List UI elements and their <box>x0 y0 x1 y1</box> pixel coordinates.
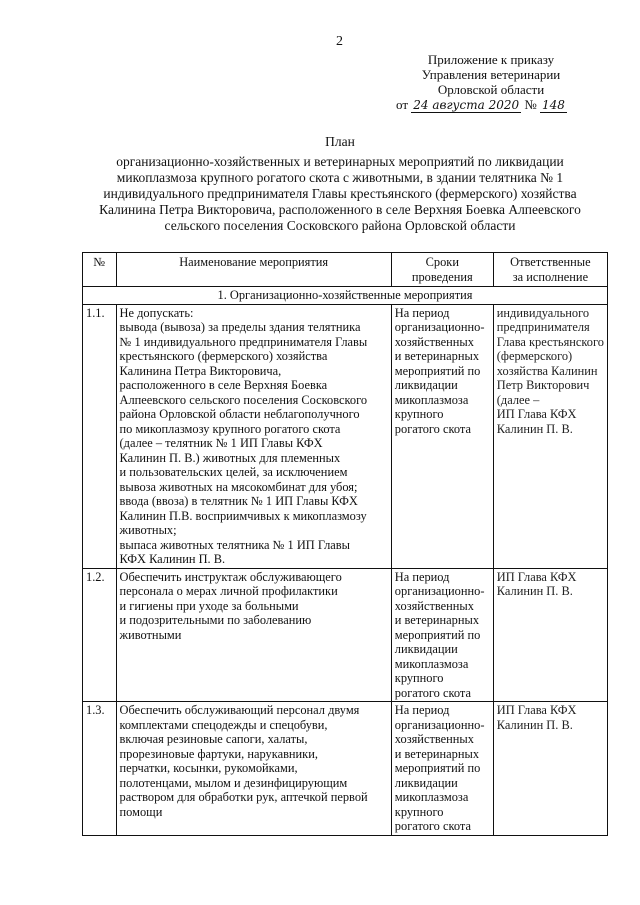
row-name-line: района Орловской области неблагополучного <box>119 407 360 421</box>
order-prefix: от <box>396 97 409 112</box>
header-num: № <box>83 253 117 287</box>
row-term-line: рогатого скота <box>394 421 471 436</box>
row-responsible-line: хозяйства Калинин <box>496 363 598 378</box>
appendix-line: Орловской области <box>437 82 545 97</box>
row-term-line: крупного <box>394 407 444 421</box>
row-name-line: Калинин П. В.) животных для племенных <box>119 450 341 465</box>
row-name <box>116 304 391 568</box>
row-name-line: (далее – телятник № 1 ИП Главы КФХ <box>119 436 323 450</box>
row-term-line: микоплазмоза <box>394 392 469 407</box>
row-name-line: Калинина Петра Викторовича, <box>119 363 282 378</box>
row-term-line: хозяйственных <box>394 334 474 349</box>
header-resp-line: за исполнение <box>512 269 589 284</box>
row-responsible <box>493 702 607 836</box>
row-name-line: № 1 индивидуального предпринимателя Главы <box>119 334 368 349</box>
row-responsible-line: (далее – <box>496 392 540 407</box>
row-term-line: На период <box>394 305 450 320</box>
row-name-line: расположенного в селе Верхняя Боевка <box>119 378 328 392</box>
table-row <box>83 304 608 568</box>
row-name-line: Не допускать: <box>119 305 194 320</box>
row-responsible-line: Калинин П. В. <box>496 717 573 732</box>
order-number: 148 <box>542 98 565 112</box>
row-name-line: и подозрительными по заболеванию <box>119 613 312 627</box>
row-name-line: крестьянского (фермерского) хозяйства <box>119 349 328 363</box>
row-name-line: животными <box>119 627 182 642</box>
document-title <box>80 134 600 234</box>
row-responsible-line: (фермерского) <box>496 349 573 363</box>
row-name-line: персонала о мерах личной профилактики <box>119 584 338 598</box>
appendix-line: Управления ветеринарии <box>421 67 561 82</box>
row-responsible-line: ИП Глава КФХ <box>496 703 577 717</box>
order-no-label: № <box>524 97 537 112</box>
row-responsible-line: Петр Викторович <box>496 378 590 392</box>
row-name-line: Алпеевского сельского поселения Сосковского <box>119 392 368 407</box>
title-plan: План <box>325 134 355 149</box>
row-name-line: раствором для обработки рук, аптечкой первой <box>119 790 368 804</box>
title-line: сельского поселения Сосковского района Орловской области <box>164 218 516 233</box>
row-term <box>391 702 493 836</box>
row-name-line: и пользовательских целей, за исключением <box>119 465 348 479</box>
row-responsible-line: ИП Глава КФХ <box>496 569 577 584</box>
row-number: 1.3. <box>83 702 117 836</box>
row-name-line: Обеспечить инструктаж обслуживающего <box>119 569 342 584</box>
row-term-line: ликвидации <box>394 775 458 790</box>
row-name-line: прорезиновые фартуки, нарукавники, <box>119 746 318 761</box>
header-resp <box>493 253 607 287</box>
row-responsible-line: ИП Глава КФХ <box>496 407 577 421</box>
row-name-line: вывоза животных на мясокомбинат для убоя; <box>119 479 358 494</box>
row-term-line: организационно- <box>394 584 485 598</box>
header-term-line: Сроки <box>425 255 459 269</box>
row-term-line: рогатого скота <box>394 819 471 833</box>
row-term-line: На период <box>394 569 450 584</box>
table-header-row <box>83 253 608 287</box>
row-term-line: и ветеринарных <box>394 746 480 761</box>
title-line: организационно-хозяйственных и ветеринарных мероприятий по ликвидации <box>116 154 564 169</box>
header-name: Наименование мероприятия <box>116 253 391 287</box>
title-line: индивидуального предпринимателя Главы крестьянского (фермерского) хозяйства <box>103 186 577 201</box>
row-term-line: организационно- <box>394 320 485 334</box>
header-term-line: проведения <box>411 269 473 284</box>
table-row <box>83 702 608 836</box>
row-name-line: включая резиновые сапоги, халаты, <box>119 732 308 746</box>
row-term-line: крупного <box>394 671 444 685</box>
section-row <box>83 287 608 305</box>
order-date: 24 августа 2020 <box>413 98 520 112</box>
row-term <box>391 304 493 568</box>
row-name-line: ввода (ввоза) в телятник № 1 ИП Главы КФХ <box>119 494 358 508</box>
row-name-line: перчатки, косынки, рукомойками, <box>119 761 298 775</box>
row-name-line: комплектами спецодежды и спецобуви, <box>119 717 328 732</box>
row-name-line: по микоплазмозу крупного рогатого скота <box>119 421 341 436</box>
measures-table <box>82 252 608 836</box>
page-number: 2 <box>336 34 343 49</box>
row-name-line: животных; <box>119 523 177 537</box>
table-row <box>83 568 608 702</box>
row-responsible-line: предпринимателя <box>496 320 590 334</box>
row-name-line: КФХ Калинин П. В. <box>119 552 226 566</box>
row-term-line: микоплазмоза <box>394 656 469 671</box>
row-responsible-line: индивидуального <box>496 305 590 320</box>
row-name-line: полотенцами, мылом и дезинфицирующим <box>119 775 348 790</box>
row-name-line: и гигиены при уходе за больными <box>119 598 299 613</box>
row-responsible <box>493 568 607 702</box>
row-term-line: микоплазмоза <box>394 790 469 804</box>
appendix-line: Приложение к приказу <box>427 52 555 67</box>
row-name-line: Обеспечить обслуживающий персонал двумя <box>119 703 360 717</box>
row-number: 1.2. <box>83 568 117 702</box>
row-name-line: выпаса животных телятника № 1 ИП Главы <box>119 537 350 552</box>
row-name-line: вывода (вывоза) за пределы здания телятника <box>119 320 361 334</box>
order-line <box>396 97 586 113</box>
header-resp-line: Ответственные <box>510 255 591 269</box>
row-responsible-line: Глава крестьянского <box>496 334 604 349</box>
section-title: 1. Организационно-хозяйственные мероприятия <box>83 287 608 305</box>
row-term <box>391 568 493 702</box>
row-name <box>116 568 391 702</box>
row-number: 1.1. <box>83 304 117 568</box>
row-term-line: ликвидации <box>394 642 458 656</box>
row-term-line: крупного <box>394 804 444 819</box>
row-name-line: помощи <box>119 804 163 819</box>
row-responsible-line: Калинин П. В. <box>496 421 573 436</box>
header-term <box>391 253 493 287</box>
row-term-line: На период <box>394 703 450 717</box>
row-term-line: ликвидации <box>394 378 458 392</box>
row-term-line: мероприятий по <box>394 363 481 378</box>
row-responsible-line: Калинин П. В. <box>496 584 573 598</box>
row-term-line: хозяйственных <box>394 598 474 613</box>
row-term-line: мероприятий по <box>394 627 481 642</box>
row-term-line: хозяйственных <box>394 732 474 746</box>
row-term-line: и ветеринарных <box>394 613 480 627</box>
row-term-line: мероприятий по <box>394 761 481 775</box>
row-term-line: организационно- <box>394 717 485 732</box>
row-name <box>116 702 391 836</box>
row-term-line: рогатого скота <box>394 685 471 700</box>
appendix-block <box>396 52 586 113</box>
row-term-line: и ветеринарных <box>394 349 480 363</box>
row-name-line: Калинин П.В. восприимчивых к микоплазмозу <box>119 508 367 523</box>
title-line: Калинина Петра Викторовича, расположенного в селе Верхняя Боевка Алпеевского <box>99 202 581 217</box>
title-line: микоплазмоза крупного рогатого скота с животными, в здании телятника № 1 <box>116 170 564 185</box>
row-responsible <box>493 304 607 568</box>
